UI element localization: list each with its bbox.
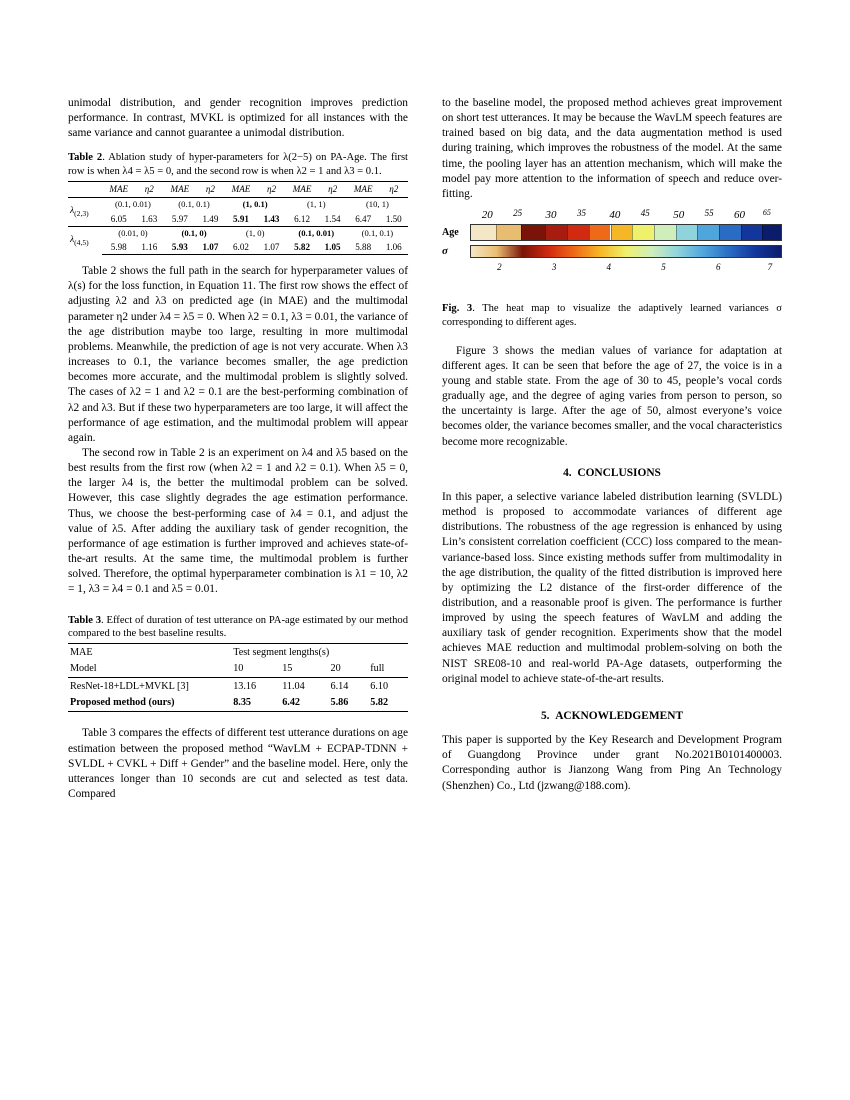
- table-2-row2-v1: 1.16: [135, 240, 163, 255]
- table-2-row1-v0: 6.05: [110, 213, 127, 224]
- table-3-r1-v2: 6.14: [329, 678, 369, 695]
- table-2-row1-label: $\lambda_{(2,3)}$: [68, 198, 102, 227]
- table-3-caption: [68, 614, 408, 642]
- table-2-row2-pair-0: (0.01, 0): [102, 226, 163, 240]
- table-2-row1-v5: 1.43: [263, 213, 280, 224]
- table-2-row2-pair-3: (0.1, 0.01): [286, 226, 347, 240]
- table-3-block: [68, 614, 408, 713]
- table-2-row1-v9: 1.50: [385, 213, 402, 224]
- figure-3-sigma-colorbar: [470, 245, 782, 258]
- table-3-r2-model: Proposed method (ours): [68, 695, 231, 712]
- table-2-row1-pair-2: (1, 0.1): [225, 198, 286, 212]
- age-tick-25: 25: [513, 208, 523, 219]
- table-2-caption: [68, 151, 408, 179]
- table-2-row1-v4: 5.91: [233, 213, 249, 224]
- table-2-row2-v3: 1.07: [196, 240, 224, 255]
- section-4-title: CONCLUSIONS: [577, 466, 661, 479]
- age-tick-35: 35: [576, 208, 586, 219]
- table-2-h4: MAE: [225, 182, 258, 198]
- table-row: [68, 678, 408, 695]
- table-3-h-15: 15: [282, 663, 293, 675]
- left-paragraph-2: Table 2 shows the full path in the search for hyperparameter values of λ(s) for the loss function, in Equation 11. The first row shows the effect of adjusting λ2 and λ3 on predicted age (in MAE) and the multimodal parameter η2 under λ4 = λ5 = 0. When λ2 = 0.1, λ3 = 0.01, the variance of the age distribution maybe too large, resulting in more multimodal problems. Meanwhile, the prediction of age is not very accurate. When λ3 increases to 0.1, the variance becomes smaller, the age prediction becomes more accurate, and the multimodal problem is slightly solved. The cases of λ2 = 1 and λ2 = 0.1 are the best-performing combination of λ2 and λ3. But if these two hyperparameters are too large, it will affect the performance of age estimation, and the multimodal problem will appear again.: [68, 265, 408, 444]
- table-3-header-row-1: [68, 644, 408, 661]
- sigma-tick-5: 5: [661, 261, 666, 272]
- sigma-tick-6: 6: [715, 261, 721, 272]
- table-row: [68, 695, 408, 712]
- section-5-title: ACKNOWLEDGEMENT: [555, 709, 684, 722]
- table-3-h-seglen: Test segment lengths(s): [231, 644, 408, 661]
- table-2-row2-label-sub: (4,5): [74, 237, 89, 247]
- table-2-row2-pair-4: (0.1, 0.1): [347, 226, 408, 240]
- table-2-row2-pairs: [68, 226, 408, 240]
- table-3-header-row-2: [68, 661, 408, 678]
- table-2-row1-v8: 6.47: [355, 213, 372, 224]
- table-3-h-20: 20: [330, 663, 341, 675]
- table-3-r2-v0: 8.35: [231, 695, 280, 712]
- table-3-h-model: Model: [70, 663, 97, 675]
- table-2-row2-v7: 1.05: [318, 240, 346, 255]
- age-tick-20: 20: [481, 209, 493, 222]
- age-tick-40: 40: [609, 209, 621, 222]
- table-2-corner: [68, 182, 102, 198]
- table-2-row2-v0: 5.98: [102, 240, 135, 255]
- table-2-row1-label-sub: (2,3): [74, 208, 89, 218]
- figure-3-age-label: Age: [442, 226, 459, 238]
- table-2-row2-v5: 1.07: [257, 240, 285, 255]
- right-paragraph-3: In this paper, a selective variance labeled distribution learning (SVLDL) method is proposed to accommodate variances of different age distributions. The robustness of the age regression is enhanced by using Lin’s consistent correlation coefficient (CCC) loss compared to the mean-variance-based loss. Since existing methods suffer from multimodality in the age distribution, the quality of the fitted distribution is improved here by optimizing the L2 distance of the first-order difference of the distribution, and a reasonable proof is given. The performance is further improved by using the speech features of WavLM and adding the auxiliary task of gender recognition. Experiments show that the model achieves MAE reduction and multimodal problem-solving on both the NIST SRE08-10 and real-world PA-Age datasets, outperforming the original model to achieve state-of-the-art results.: [442, 490, 782, 685]
- sigma-tick-2: 2: [497, 261, 502, 272]
- sigma-tick-3: 3: [551, 261, 557, 272]
- figure-3-age-row: [442, 224, 782, 241]
- table-3-h-mae: MAE: [68, 644, 231, 661]
- table-3-r1-v3: 6.10: [368, 678, 408, 695]
- right-column: [442, 96, 782, 1040]
- table-2-h6: MAE: [286, 182, 319, 198]
- table-2-h7: η2: [318, 182, 346, 198]
- right-paragraph-4: This paper is supported by the Key Research and Development Program of Guangdong Province under grant No.2021B0101400003. Corresponding author is Jianzong Wang from Ping An Technology (Shenzhen) Co., Ltd (jzwang@188.com).: [442, 734, 782, 792]
- right-paragraph-2: Figure 3 shows the median values of variance for adaptation at different ages. It can be seen that before the age of 27, the voice is in a young and stable state. From the age of 30 to 45, people’s vocal cords gradually age, and the degree of aging varies from person to person, so the uncertainty is large. After the age of 50, almost everyone’s voice becomes older, the variance becomes smaller, and the vocal characteristics become more recognizable.: [442, 344, 782, 448]
- table-2-row1-pair-3: (1, 1): [286, 198, 347, 212]
- table-3-caption-label: Table 3: [68, 614, 102, 626]
- two-column-layout: [68, 96, 782, 1040]
- figure-3-sigma-axis: [472, 262, 776, 276]
- section-4-number: 4.: [563, 466, 572, 479]
- table-3-r2-v1: 6.42: [280, 695, 328, 712]
- table-2-row1-v7: 1.54: [324, 213, 341, 224]
- table-2-row2-pair-1: (0.1, 0): [163, 226, 224, 240]
- table-2-h1: η2: [135, 182, 163, 198]
- left-column: [68, 96, 408, 1040]
- table-2-row1-v2: 5.97: [171, 213, 188, 224]
- table-2-row1-pairs: [68, 198, 408, 212]
- age-tick-50: 50: [673, 209, 685, 222]
- heat-tick-marks: [471, 225, 781, 240]
- section-5-number: 5.: [540, 709, 550, 722]
- table-2-h8: MAE: [347, 182, 380, 198]
- table-2-row2-v9: 1.06: [380, 240, 408, 255]
- table-3-r1-v1: 11.04: [280, 678, 328, 695]
- figure-3-age-axis: [472, 208, 776, 224]
- table-2-caption-text: . Ablation study of hyper-parameters for λ(2−5) on PA-Age. The first row is when λ4 = λ5 = 0, and the second row is when λ2 = 1 and λ3 = 0.1.: [68, 152, 409, 178]
- sigma-tick-7: 7: [767, 261, 773, 272]
- figure-3-caption-label: Fig. 3: [442, 303, 473, 315]
- table-2-row1-v6: 6.12: [294, 213, 311, 224]
- age-tick-60: 60: [734, 209, 746, 222]
- figure-3-sigma-label: σ: [442, 245, 448, 258]
- table-2-row2-v4: 6.02: [225, 240, 258, 255]
- table-3-r1-v0: 13.16: [231, 678, 280, 695]
- figure-3-caption-text: . The heat map to visualize the adaptively learned variances σ corresponding to different ages.: [442, 303, 782, 328]
- table-2-row1-v1: 1.63: [141, 213, 158, 224]
- table-2-row2-pair-2: (1, 0): [225, 226, 286, 240]
- age-tick-65: 65: [762, 208, 771, 218]
- table-3-r2-v3: 5.82: [368, 695, 408, 712]
- section-4-heading: [442, 466, 782, 481]
- table-2-row2-v2: 5.93: [163, 240, 196, 255]
- table-2-h2: MAE: [163, 182, 196, 198]
- table-3-h-10: 10: [233, 663, 244, 675]
- age-tick-45: 45: [640, 208, 650, 219]
- figure-3-caption: [442, 302, 782, 330]
- section-5-heading: [442, 709, 782, 724]
- figure-3-sigma-row: [442, 244, 782, 259]
- table-2-row1-v3: 1.49: [202, 213, 219, 224]
- table-2-row2-label: $\lambda_{(4,5)}$: [68, 226, 102, 255]
- table-2-row1-pair-1: (0.1, 0.1): [163, 198, 224, 212]
- table-3-caption-text: . Effect of duration of test utterance on PA-age estimated by our method compared to the best baseline results.: [68, 614, 408, 640]
- sigma-tick-4: 4: [606, 261, 612, 272]
- table-2-block: [68, 151, 408, 255]
- age-tick-30: 30: [545, 209, 557, 222]
- table-2-row1-values: [68, 212, 408, 227]
- table-2-h0: MAE: [102, 182, 135, 198]
- table-2-header-row: [68, 182, 408, 198]
- left-paragraph-4: Table 3 compares the effects of different test utterance durations on age estimation between the proposed method “WavLM + ECPAP-TDNN + SVLDL + CVKL + Diff + Gender” and the baseline model. Here, only the utterances longer than 10 seconds are cut and selected as test data. Compared: [68, 727, 408, 800]
- table-2-h9: η2: [380, 182, 408, 198]
- table-2-caption-label: Table 2: [68, 152, 103, 164]
- figure-3-age-colorbar: [470, 224, 782, 241]
- table-2-row1-pair-4: (10, 1): [347, 198, 408, 212]
- table-2-row1-pair-0: (0.1, 0.01): [102, 198, 163, 212]
- table-3-h-full: full: [370, 663, 385, 675]
- table-2-h3: η2: [196, 182, 224, 198]
- figure-3: [442, 208, 782, 330]
- table-2-row2-values: [68, 240, 408, 255]
- table-3-r1-model: ResNet-18+LDL+MVKL [3]: [68, 678, 231, 695]
- table-2-row2-v8: 5.88: [347, 240, 380, 255]
- left-paragraph-1: unimodal distribution, and gender recognition improves prediction performance. In contrast, MVKL is optimized for all instances with the same variance and cannot guarantee a unimodal distribution.: [68, 97, 408, 140]
- figure-3-plot: [442, 208, 782, 294]
- age-tick-55: 55: [704, 208, 714, 219]
- table-2-row2-v6: 5.82: [286, 240, 319, 255]
- table-3-r2-v2: 5.86: [329, 695, 369, 712]
- table-3: [68, 643, 408, 712]
- left-paragraph-3: The second row in Table 2 is an experiment on λ4 and λ5 based on the best results from the first row (when λ2 = 1 and λ2 = 0.1). When λ5 = 0, the larger λ4 is, the better the multimodal problem can be solved. However, this case slightly degrades the age estimation performance. Thus, we choose the best-performing case of λ4 = 0.1, and adjust the value of λ5. After adding the auxiliary task of gender recognition, the performance of age estimation is further improved and achieves state-of-the-art results. At the same time, the multimodal problem is further solved. Therefore, the optimal hyperparameter combination is λ1 = 10, λ2 = 1, λ3 = λ4 = 0.1 and λ5 = 0.01.: [68, 447, 408, 596]
- right-paragraph-1: to the baseline model, the proposed method achieves great improvement on short test utterances. It may be because the WavLM speech features are trained based on big data, and the data augmentation method is used during training, which improves the robustness of the model. At the same time, the pooling layer has an attention mechanism, which will make the model pay more attention to the information of speech and reduce over-fitting.: [442, 97, 782, 200]
- table-2: [68, 181, 408, 255]
- table-2-h5: η2: [257, 182, 285, 198]
